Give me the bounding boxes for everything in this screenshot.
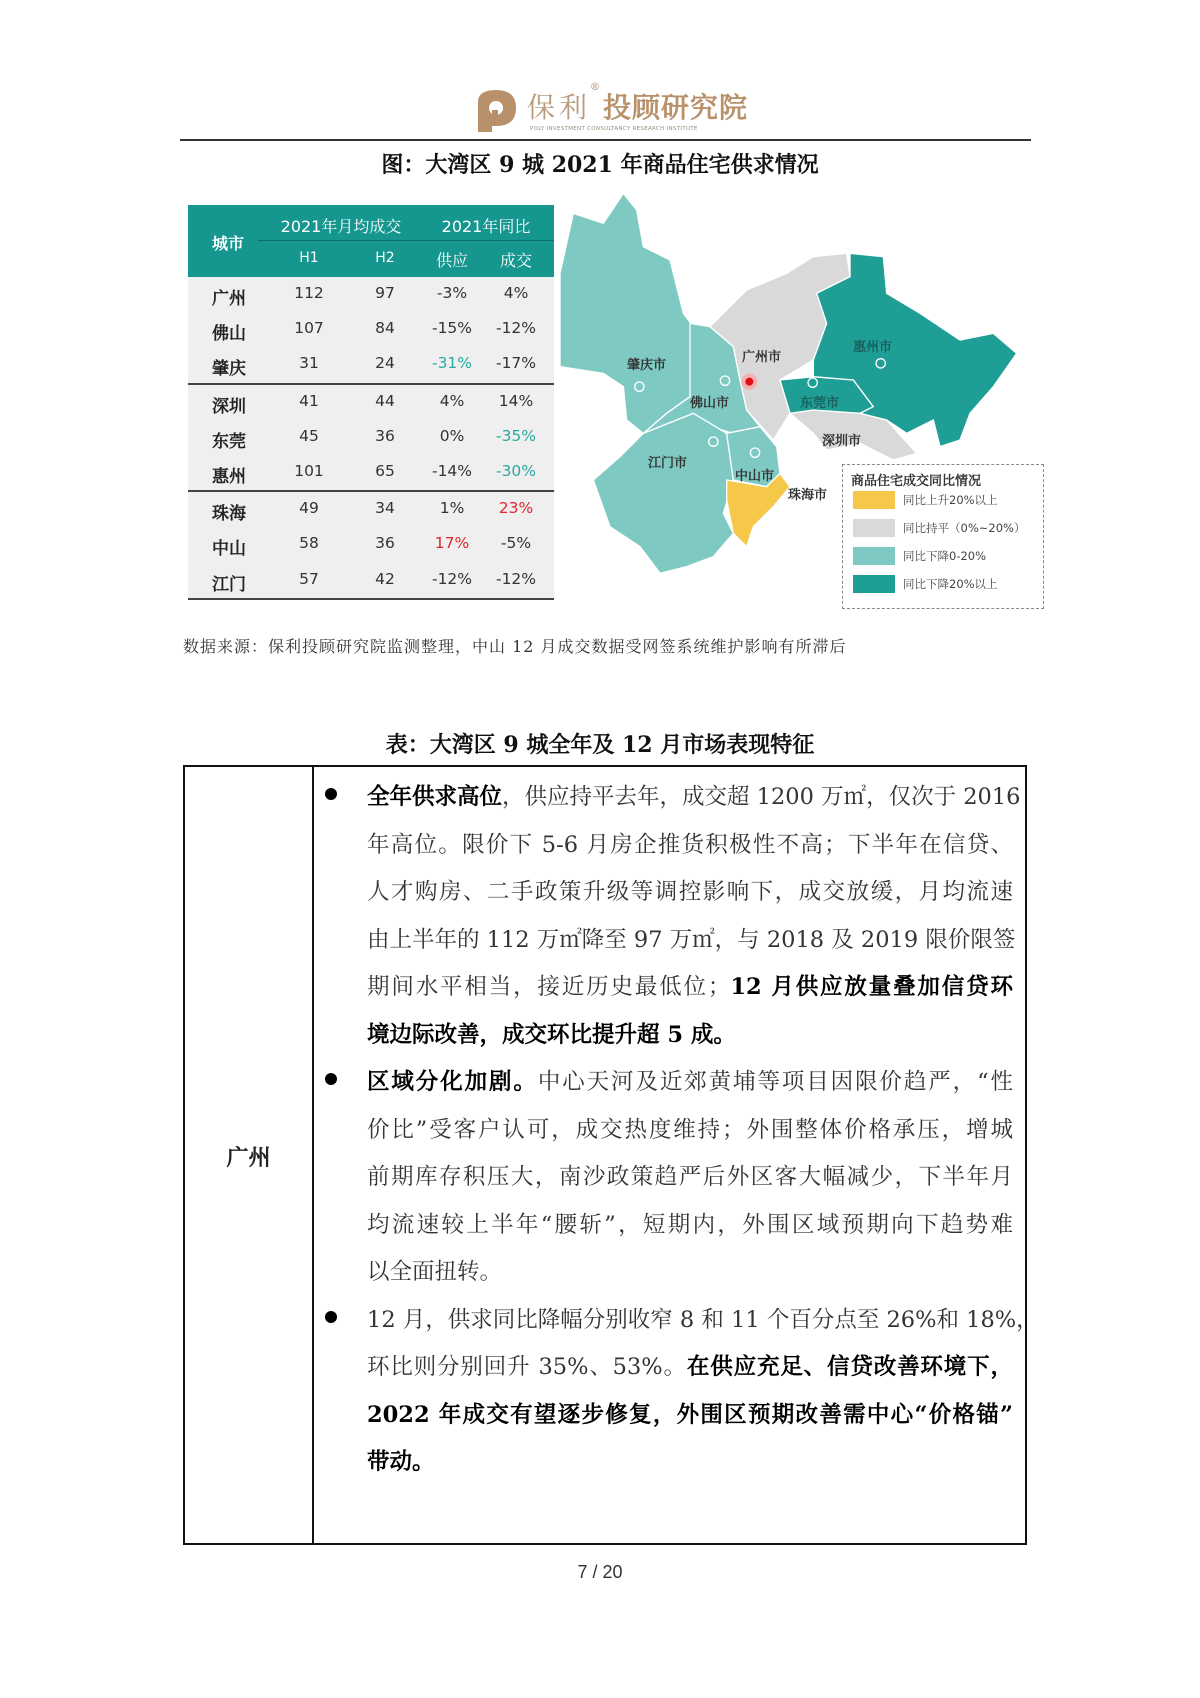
cell-deal: -30% [495,461,537,480]
table-row [188,455,554,490]
cell-city: 深圳 [212,396,246,417]
text-line [367,1349,1013,1379]
cell-h2: 24 [375,354,395,373]
table-row [188,347,554,382]
header-group-yoy: 2021年同比 [441,217,531,236]
map-region-zhaoqing [560,193,693,433]
bold-text: 区域分化加剧。 [367,1069,538,1095]
supply-demand-table [188,205,554,600]
cell-h2: 42 [375,569,395,588]
cell-h1: 101 [294,461,324,480]
bold-text: 12 月供应放量叠加信贷环 [730,974,1013,1000]
cell-city: 江门 [212,574,246,595]
cell-supply: 1% [439,499,465,518]
column-divider [312,767,314,1543]
cell-h2: 44 [375,391,395,410]
cell-h1: 45 [299,426,319,445]
cell-city: 珠海 [212,504,246,525]
logo-registered-mark: ® [590,82,600,93]
table-header [188,205,554,277]
table-row [188,527,554,562]
map-label-jiangmen: 江门市 [648,456,688,471]
text-line [367,969,1013,999]
text-line [367,1254,1013,1284]
cell-supply: -3% [436,284,468,302]
bullet-icon [325,1073,337,1085]
cell-h1: 107 [294,319,324,338]
cell-deal: 23% [498,499,534,518]
cell-h1: 49 [299,499,319,518]
legend-label: 同比下降20%以上 [903,577,998,591]
table-row [188,385,554,420]
logo-english-text: POLY INVESTMENT CONSULTANCY RESEARCH INSTITUTE [530,126,698,132]
cell-supply: 0% [439,426,465,445]
poly-logo-icon [474,88,518,134]
cell-deal: -35% [495,426,537,445]
header-group-monthly: 2021年月均成交 [280,217,402,236]
cell-h2: 84 [375,319,395,338]
city-cell: 广州 [226,1145,271,1171]
text-line [367,1207,1013,1237]
cell-h1: 112 [294,284,324,302]
text-line [367,1064,1013,1094]
table-row [188,492,554,527]
header-deal: 成交 [499,251,533,270]
text-line [367,1444,1013,1474]
cell-supply: 17% [434,534,470,553]
legend-label: 同比上升20%以上 [903,493,998,507]
legend-label: 同比持平（0%~20%） [903,521,1026,535]
cell-deal: -12% [495,569,537,588]
text-line [367,1017,1013,1047]
data-source-note: 数据来源：保利投顾研究院监测整理，中山 12 月成交数据受网签系统维护影响有所滞后 [183,637,847,656]
bold-text: 带动。 [367,1449,435,1475]
cell-h2: 97 [375,284,395,302]
table-body [188,277,554,600]
table-row [188,277,554,312]
cell-supply: -14% [431,461,473,480]
logo-name-text: 投顾研究院 [603,91,749,124]
cell-supply: -12% [431,569,473,588]
legend-swatch [853,491,895,509]
text-line [367,1302,1039,1333]
header-h2: H2 [375,250,395,266]
header-rule [180,139,1031,141]
text-line [367,874,1013,904]
map-label-foshan: 佛山市 [690,396,730,411]
table-title: 表：大湾区 9 城全年及 12 月市场表现特征 [385,732,815,758]
text: 价比”受客户认可，成交热度维持；外围整体价格承压，增城 [367,1116,1013,1143]
legend-swatch [853,547,895,565]
cell-supply: -31% [431,354,473,373]
bold-text: 2022 年成交有望逐步修复，外围区预期改善需中心“价格锚” [367,1401,1013,1428]
map-label-shenzhen: 深圳市 [822,434,862,449]
market-features-table [183,765,1039,1545]
map-label-dongguan: 东莞市 [800,396,840,411]
cell-supply: -15% [431,319,473,338]
map-label-zhaoqing: 肇庆市 [627,358,667,373]
cell-deal: -12% [495,319,537,338]
text: 环比则分别回升 35%、53%。 [367,1354,687,1380]
legend-title: 商品住宅成交同比情况 [851,474,982,489]
text: 中心天河及近郊黄埔等项目因限价趋严，“性 [537,1069,1013,1095]
text-line [367,1159,1013,1189]
bold-text: 在供应充足、信贷改善环境下， [686,1354,1013,1380]
header-h1: H1 [299,250,319,266]
legend-label: 同比下降0-20% [903,549,987,563]
text: 均流速较上半年“腰斩”，短期内，外围区域预期向下趋势难 [367,1211,1013,1238]
bold-text: 全年供求高位 [367,784,503,810]
cell-city: 东莞 [212,431,246,452]
table-row [188,312,554,347]
cell-h1: 57 [299,569,319,588]
map-legend [842,464,1044,609]
cell-city: 肇庆 [212,359,246,380]
map-label-huizhou: 惠州市 [853,340,893,355]
legend-swatch [853,519,895,537]
text: 由上半年的 112 万㎡降至 97 万㎡，与 2018 及 2019 限价限签 [367,926,1016,953]
map-label-zhongshan: 中山市 [735,469,775,484]
text: 人才购房、二手政策升级等调控影响下，成交放缓，月均流速 [367,879,1013,905]
cell-deal: 14% [498,391,534,410]
cell-h2: 34 [375,499,395,518]
text-line [367,1397,1013,1427]
text-line [367,922,1016,953]
logo-brand-text: 保利 [527,91,592,124]
cell-deal: -17% [495,354,537,373]
cell-deal: 4% [503,284,529,302]
text: 年高位。限价下 5-6 月房企推货积极性不高；下半年在信贷、 [367,831,1013,858]
cell-h1: 41 [299,391,319,410]
cell-city: 惠州 [212,466,246,487]
cell-deal: -5% [500,534,532,553]
header-divider [258,240,554,241]
text: 期间水平相当，接近历史最低位； [367,974,731,1000]
cell-h1: 58 [299,534,319,553]
cell-city: 佛山 [212,324,246,345]
bold-text: 境边际改善，成交环比提升超 5 成。 [367,1021,736,1048]
figure-title: 图：大湾区 9 城 2021 年商品住宅供求情况 [381,152,819,178]
group-separator [188,598,554,600]
bullet-icon [325,1311,337,1323]
bullet-icon [325,788,337,800]
cell-city: 广州 [212,289,246,309]
header-city: 城市 [211,234,245,253]
page-number: 7 / 20 [577,1562,623,1582]
table-row [188,420,554,455]
cell-city: 中山 [212,539,246,560]
cell-h1: 31 [299,354,319,373]
cell-supply: 4% [439,391,465,410]
table-row [188,563,554,598]
text: 前期库存积压大，南沙政策趋严后外区客大幅减少，下半年月 [367,1164,1013,1190]
text-line [367,779,1021,810]
cell-h2: 65 [375,461,395,480]
map-label-guangzhou: 广州市 [742,350,782,365]
cell-h2: 36 [375,534,395,553]
map-label-zhuhai: 珠海市 [788,488,828,503]
text: 以全面扭转。 [367,1259,503,1285]
cell-h2: 36 [375,426,395,445]
header-supply: 供应 [435,251,469,270]
text-line [367,1112,1013,1142]
text-line [367,827,1013,857]
legend-swatch [853,575,895,593]
text: 12 月，供求同比降幅分别收窄 8 和 11 个百分点至 26%和 18%， [367,1306,1039,1333]
text: ，供应持平去年，成交超 1200 万㎡，仅次于 2016 [502,784,1021,810]
